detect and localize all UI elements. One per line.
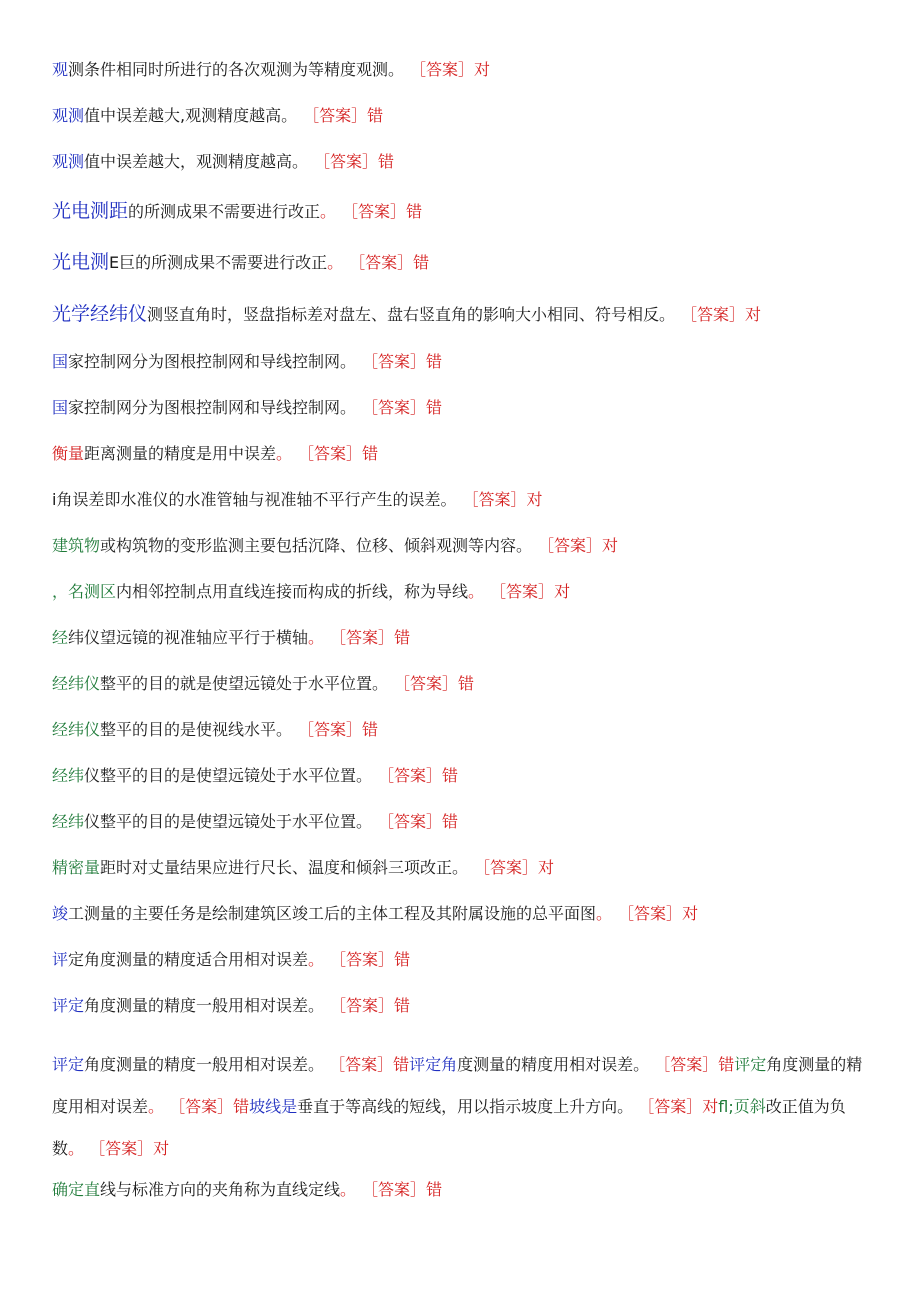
paragraph-answer: ［答案］对 [89, 1139, 170, 1158]
question-prefix: 光电测 [52, 251, 110, 273]
question-prefix: 经纬 [52, 766, 85, 785]
question-text: 的所测成果不需要进行改正 [128, 202, 321, 221]
answer-label: ［答案］ [338, 996, 395, 1015]
answer-value: 对 [526, 490, 543, 509]
question-line [52, 952, 410, 968]
paragraph-prefix: 坡线是 [249, 1097, 298, 1116]
question-line [52, 400, 442, 416]
question-text: 角度测量的精度一般用相对误差。 [84, 996, 325, 1015]
question-prefix: 经纬仪 [52, 674, 101, 693]
question-line [52, 492, 542, 508]
answer-label: ［答案］ [386, 812, 443, 831]
question-text: 值中误差越大,观测精度越高。 [84, 106, 298, 125]
answer-label: ［答案］ [418, 60, 475, 79]
answer-label: ［答案］ [386, 766, 443, 785]
question-text: 测竖直角时，竖盘指标差对盘左、盘右竖直角的影响大小相同、符号相反。 [147, 305, 676, 324]
paragraph-prefix: 评定角 [409, 1055, 458, 1074]
question-prefix: 建筑物 [52, 536, 101, 555]
paragraph-answer: ［答案］错 [169, 1097, 250, 1116]
question-period: 。 [308, 950, 325, 969]
question-text: 线与标准方向的夹角称为直线定线 [100, 1180, 341, 1199]
answer-label: ［答案］ [626, 904, 683, 923]
question-period: 。 [308, 628, 325, 647]
question-prefix: 确定直 [52, 1180, 101, 1199]
question-line [52, 253, 429, 272]
answer-value: 错 [394, 628, 411, 647]
question-prefix: 国 [52, 398, 69, 417]
paragraph-text: 垂直于等高线的短线，用以指示坡度上升方向。 [297, 1097, 634, 1116]
question-text: i角误差即水准仪的水准管轴与视准轴不平行产生的误差。 [52, 490, 457, 509]
paragraph-answer: ［答案］错 [654, 1055, 735, 1074]
answer-value: 对 [745, 305, 762, 324]
question-line [52, 62, 490, 78]
question-text: 值中误差越大，观测精度越高。 [84, 152, 309, 171]
answer-value: 错 [378, 152, 395, 171]
answer-value: 错 [406, 202, 423, 221]
paragraph-text: 改正值为负数 [52, 1097, 846, 1158]
question-text: E巨的所测成果不需要进行改正 [109, 253, 328, 272]
paragraph-period: 。 [148, 1097, 165, 1116]
question-prefix: 评定 [52, 996, 85, 1015]
question-text: 或构筑物的变形监测主要包括沉降、位移、倾斜观测等内容。 [100, 536, 533, 555]
question-line [52, 202, 422, 221]
paragraph-text: 度测量的精度用相对误差。 [457, 1055, 650, 1074]
paragraph-text: 角度测量的精度一般用相对误差。 [84, 1055, 325, 1074]
paragraph-prefix: 评定 [734, 1055, 767, 1074]
answer-label: ［答案］ [402, 674, 459, 693]
answer-value: 对 [682, 904, 699, 923]
paragraph-text: 角度测量的精度用相对误差 [52, 1055, 863, 1116]
answer-label: ［答案］ [306, 720, 363, 739]
answer-label: ［答案］ [370, 1180, 427, 1199]
question-text: 整平的目的是使视线水平。 [100, 720, 293, 739]
answer-label: ［答案］ [322, 152, 379, 171]
paragraph-prefix: 评定 [52, 1055, 85, 1074]
question-text: 工测量的主要任务是绘制建筑区竣工后的主体工程及其附属设施的总平面图 [68, 904, 597, 923]
answer-label: ［答案］ [470, 490, 527, 509]
question-line [52, 676, 474, 692]
question-line [52, 906, 698, 922]
question-line [52, 1182, 442, 1198]
question-prefix: 经纬 [52, 812, 85, 831]
question-line [52, 154, 394, 170]
answer-label: ［答案］ [689, 305, 746, 324]
question-line [52, 446, 378, 462]
question-prefix: 经 [52, 628, 69, 647]
question-text: 仪整平的目的是使望远镜处于水平位置。 [84, 812, 373, 831]
question-prefix: 精密量 [52, 858, 101, 877]
answer-value: 对 [474, 60, 491, 79]
question-prefix: 观测 [52, 152, 85, 171]
answer-label: ［答案］ [370, 398, 427, 417]
question-prefix: 经纬仪 [52, 720, 101, 739]
answer-value: 错 [362, 720, 379, 739]
merged-paragraph [52, 1044, 870, 1170]
question-period: 。 [596, 904, 613, 923]
question-prefix: 光电测距 [52, 200, 129, 222]
question-text: 定角度测量的精度适合用相对误差 [68, 950, 309, 969]
answer-label: ［答案］ [306, 444, 363, 463]
answer-value: 错 [394, 950, 411, 969]
answer-label: ［答案］ [546, 536, 603, 555]
answer-value: 错 [442, 812, 459, 831]
question-prefix: ，名测区 [52, 582, 117, 601]
answer-value: 对 [538, 858, 555, 877]
question-text: 测条件相同时所进行的各次观测为等精度观测。 [68, 60, 405, 79]
question-text: 整平的目的就是使望远镜处于水平位置。 [100, 674, 389, 693]
question-period: 。 [276, 444, 293, 463]
answer-value: 错 [442, 766, 459, 785]
answer-label: ［答案］ [370, 352, 427, 371]
question-text: 家控制网分为图根控制网和导线控制网。 [68, 398, 357, 417]
question-period: 。 [468, 582, 485, 601]
question-line [52, 814, 458, 830]
question-line [52, 538, 618, 554]
question-text: 距时对丈量结果应进行尺长、温度和倾斜三项改正。 [100, 858, 469, 877]
question-line [52, 584, 570, 600]
answer-label: ［答案］ [498, 582, 555, 601]
question-prefix: 国 [52, 352, 69, 371]
answer-value: 对 [602, 536, 619, 555]
question-prefix: 观测 [52, 106, 85, 125]
answer-label: ［答案］ [350, 202, 407, 221]
paragraph-answer: ［答案］对 [638, 1097, 719, 1116]
question-period: 。 [320, 202, 337, 221]
question-prefix: 衡量 [52, 444, 85, 463]
paragraph-period: 。 [68, 1139, 85, 1158]
paragraph-answer: ［答案］错 [329, 1055, 410, 1074]
question-line [52, 998, 410, 1014]
question-text: 仪整平的目的是使望远镜处于水平位置。 [84, 766, 373, 785]
question-text: 家控制网分为图根控制网和导线控制网。 [68, 352, 357, 371]
answer-label: ［答案］ [357, 253, 414, 272]
question-prefix: 光学经纬仪 [52, 303, 148, 325]
question-line [52, 860, 554, 876]
question-line [52, 630, 410, 646]
question-prefix: 观 [52, 60, 69, 79]
question-period: 。 [340, 1180, 357, 1199]
question-line [52, 305, 761, 324]
question-text: 距离测量的精度是用中误差 [84, 444, 277, 463]
question-line [52, 722, 378, 738]
answer-value: 对 [554, 582, 571, 601]
answer-label: ［答案］ [338, 950, 395, 969]
answer-value: 错 [426, 1180, 443, 1199]
answer-value: 错 [394, 996, 411, 1015]
answer-label: ［答案］ [338, 628, 395, 647]
question-text: 内相邻控制点用直线连接而构成的折线，称为导线 [116, 582, 469, 601]
question-text: 纬仪望远镜的视准轴应平行于横轴 [68, 628, 309, 647]
question-prefix: 竣 [52, 904, 69, 923]
question-prefix: 评 [52, 950, 69, 969]
question-line [52, 108, 383, 124]
paragraph-prefix: fl;页斜 [718, 1097, 766, 1116]
answer-label: ［答案］ [482, 858, 539, 877]
answer-value: 错 [458, 674, 475, 693]
answer-value: 错 [426, 352, 443, 371]
answer-value: 错 [413, 253, 430, 272]
answer-label: ［答案］ [311, 106, 368, 125]
answer-value: 错 [426, 398, 443, 417]
question-period: 。 [327, 253, 344, 272]
answer-value: 错 [362, 444, 379, 463]
question-line [52, 354, 442, 370]
answer-value: 错 [367, 106, 384, 125]
question-line [52, 768, 458, 784]
